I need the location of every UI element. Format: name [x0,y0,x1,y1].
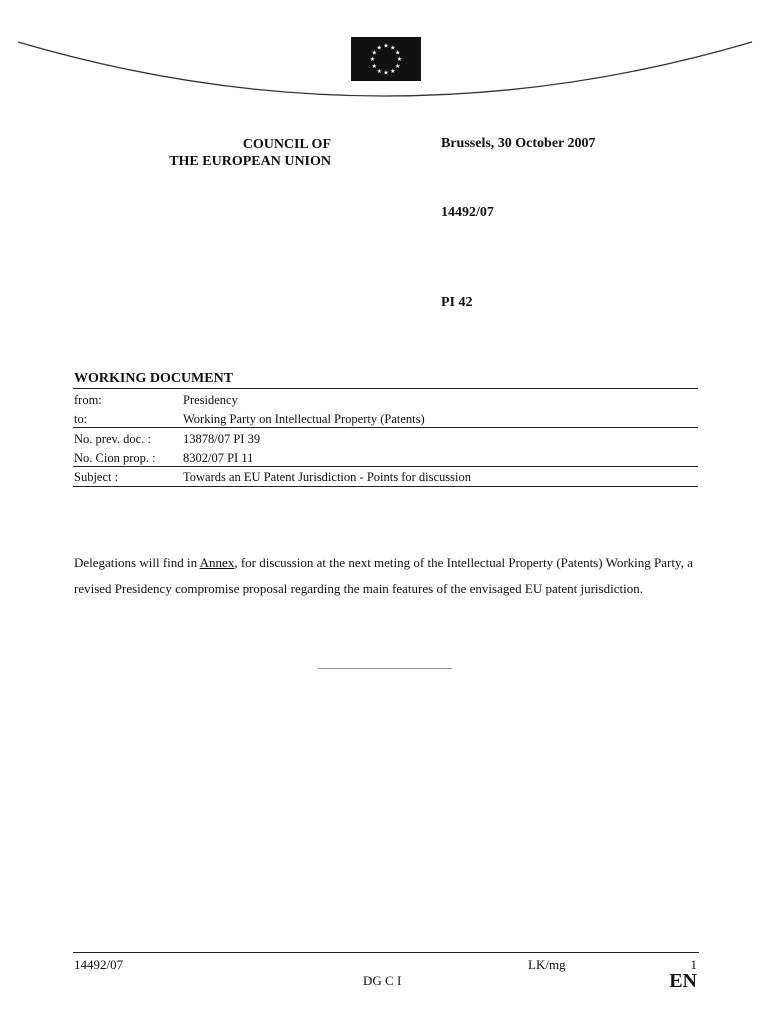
body-paragraph [74,550,699,601]
meta-label: No. prev. doc. : [74,431,151,446]
meta-label: from: [74,393,102,408]
flag-star-icon: ★ [376,45,382,52]
meta-value: Working Party on Intellectual Property (Patents) [183,412,425,427]
flag-star-icon: ★ [383,70,389,77]
footer-page-number: 1 [690,957,697,972]
flag-star-icon: ★ [395,50,401,57]
rule-bottom [73,486,698,487]
meta-label: No. Cion prop. : [74,451,156,466]
meta-row-subject [73,468,698,487]
flag-star-icon: ★ [395,63,401,70]
council-name [169,136,331,170]
footer-language: EN [669,970,697,992]
meta-value: 8302/07 PI 11 [183,451,254,466]
document-type-heading: WORKING DOCUMENT [74,371,234,386]
document-reference: 14492/07 [441,205,494,220]
meta-label: Subject : [74,470,119,485]
council-name-line1: COUNCIL OF [242,137,331,152]
flag-star-icon: ★ [390,68,396,75]
meta-label: to: [74,412,88,427]
body-text-end: , for discussion at the next meting of the Intellectual Property (Patents) Working Party, a revised Presidency compromise proposal regarding the main features of the envisaged EU patent jurisdiction. [74,555,693,596]
meta-value: Presidency [183,393,238,408]
meta-value: 13878/07 PI 39 [183,431,261,446]
metadata-table [73,391,698,487]
council-name-line2: THE EUROPEAN UNION [169,154,331,169]
footer-rule [73,952,699,953]
rule-after-to [73,427,698,428]
flag-star-icon: ★ [371,50,377,57]
document-date: Brussels, 30 October 2007 [441,136,596,151]
body-text-start: Delegations will find in [74,555,200,570]
meta-row-from [73,391,698,410]
flag-star-icon: ★ [390,45,396,52]
flag-star-icon: ★ [376,68,382,75]
flag-star-icon: ★ [383,43,389,50]
meta-row-prev-doc [73,430,698,449]
footer-dg: DG C I [363,973,402,988]
footer-reference: 14492/07 [74,957,124,972]
end-separator [318,668,452,669]
annex-link[interactable]: Annex [199,555,235,570]
flag-star-icon: ★ [369,57,376,64]
flag-star-icon: ★ [371,64,377,70]
meta-value: Towards an EU Patent Jurisdiction - Points for discussion [183,470,471,485]
eu-flag-icon [351,37,421,81]
rule-top [73,388,698,389]
footer-initials: LK/mg [528,957,566,972]
flag-star-icon: ★ [396,57,403,64]
rule-after-cion [73,466,698,467]
classification-code: PI 42 [441,295,473,310]
